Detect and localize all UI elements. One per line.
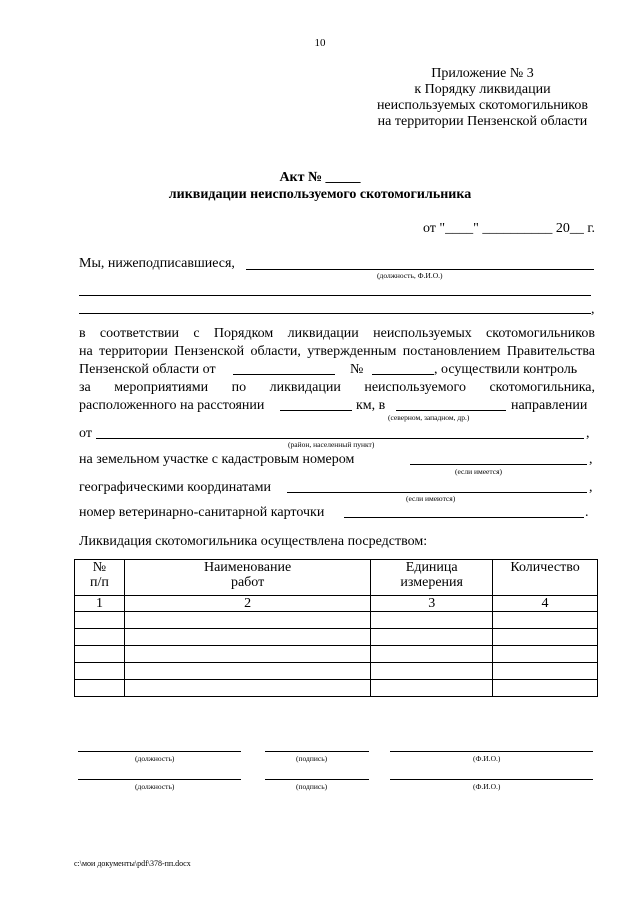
appendix-line-4: на территории Пензенской области <box>377 114 588 129</box>
we-signed-label: Мы, нижеподписавшиеся, <box>79 256 235 271</box>
column-number: 3 <box>371 596 493 612</box>
hint-position-name: (должность, Ф.И.О.) <box>377 271 443 280</box>
comma-mark: , <box>586 426 590 441</box>
vet-card-label: номер ветеринарно-санитарной карточки <box>79 505 325 520</box>
para-line-5b: км, в <box>356 398 386 413</box>
sig-hint-signature: (подпись) <box>296 782 328 791</box>
para-line-3b: № <box>350 362 364 377</box>
table-row <box>75 646 598 663</box>
comma-mark: , <box>589 452 593 467</box>
vet-card-line <box>344 517 584 518</box>
table-header-row <box>75 560 598 596</box>
from-label: от <box>79 426 92 441</box>
direction-line <box>396 410 506 411</box>
comma-mark: , <box>591 302 595 317</box>
hint-district: (район, населенный пункт) <box>288 440 375 449</box>
sig-hint-name: (Ф.И.О.) <box>473 782 501 791</box>
para-line-4: за мероприятиями по ликвидации неиспользуемого скотомогильника, <box>79 380 595 395</box>
appendix-line-1: Приложение № 3 <box>431 66 534 81</box>
header-work-name: Наименование работ <box>124 560 370 596</box>
cadastral-label: на земельном участке с кадастровым номером <box>79 452 355 467</box>
blank-line-1 <box>79 295 591 296</box>
para-line-5c: направлении <box>511 398 588 413</box>
appendix-line-3: неиспользуемых скотомогильников <box>376 98 588 113</box>
column-number: 4 <box>493 596 598 612</box>
appendix-line-2: к Порядку ликвидации <box>414 82 551 97</box>
hint-direction: (северном, западном, др.) <box>388 413 470 422</box>
sig-hint-name: (Ф.И.О.) <box>473 754 501 763</box>
table-row <box>75 612 598 629</box>
decree-number-line <box>372 374 434 375</box>
signature-line-name-1 <box>390 751 593 752</box>
blank-line-2 <box>79 313 591 314</box>
hint-if-exist-plural: (если имеются) <box>406 494 456 503</box>
works-table <box>74 559 598 697</box>
column-number: 2 <box>124 596 370 612</box>
cadastral-line <box>410 464 587 465</box>
table-row <box>75 680 598 697</box>
para-line-5a: расположенного на расстоянии <box>79 398 265 413</box>
sig-hint-signature: (подпись) <box>296 754 328 763</box>
decree-date-line <box>233 374 335 375</box>
sig-hint-position: (должность) <box>135 782 175 791</box>
liquidation-label: Ликвидация скотомогильника осуществлена посредством: <box>79 534 428 549</box>
header-quantity: Количество <box>493 560 598 596</box>
act-title: Акт № _____ <box>279 170 361 185</box>
signature-line-name-2 <box>390 779 593 780</box>
signature-line-sign-2 <box>265 779 369 780</box>
para-line-3c: , осуществили контроль <box>434 362 578 377</box>
distance-line <box>280 410 352 411</box>
signature-line-position-1 <box>78 751 241 752</box>
signature-line-sign-1 <box>265 751 369 752</box>
page-number: 10 <box>314 37 326 49</box>
table-row <box>75 663 598 680</box>
period-mark: . <box>585 505 589 520</box>
header-unit: Единица измерения <box>371 560 493 596</box>
para-line-3a: Пензенской области от <box>79 362 216 377</box>
column-number: 1 <box>75 596 125 612</box>
sig-hint-position: (должность) <box>135 754 175 763</box>
coords-line <box>287 492 587 493</box>
district-line <box>96 438 584 439</box>
table-number-row <box>75 596 598 612</box>
para-line-1: в соответствии с Порядком ликвидации неиспользуемых скотомогильников <box>79 326 595 341</box>
coords-label: географическими координатами <box>79 480 271 495</box>
comma-mark: , <box>589 480 593 495</box>
appendix-heading <box>377 66 588 130</box>
footer-file-path: c:\мои документы\pdf\378-пп.docx <box>74 859 191 868</box>
header-number: № п/п <box>75 560 125 596</box>
hint-if-exists: (если имеется) <box>455 467 503 476</box>
act-subtitle: ликвидации неиспользуемого скотомогильника <box>168 187 472 202</box>
position-name-line <box>246 269 594 270</box>
act-date-line: от "____" __________ 20__ г. <box>422 221 595 236</box>
table-row <box>75 629 598 646</box>
signature-line-position-2 <box>78 779 241 780</box>
para-line-2: на территории Пензенской области, утвержденным постановлением Правительства <box>79 344 595 359</box>
